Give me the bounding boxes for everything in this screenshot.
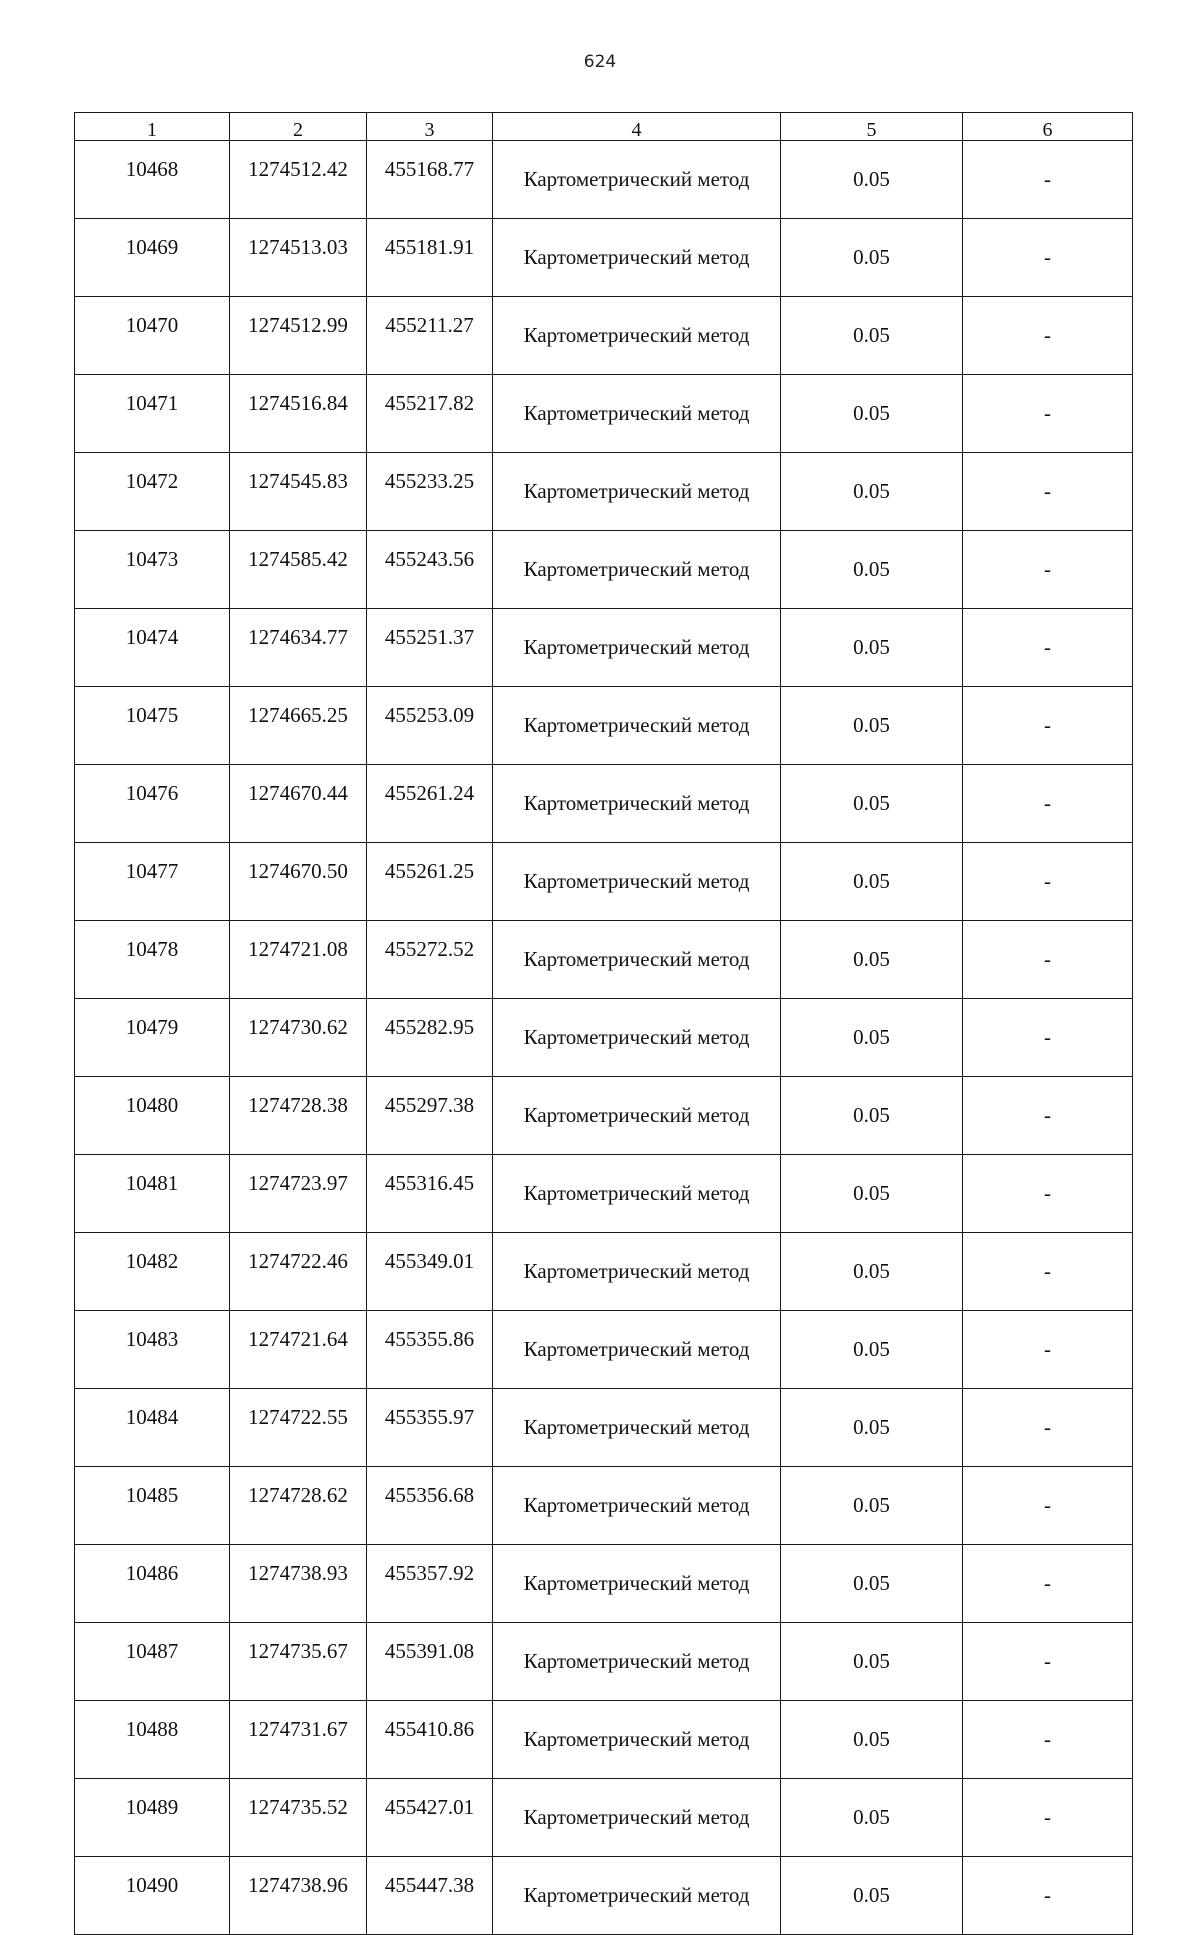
x-coordinate-cell: 1274728.38 (230, 1077, 367, 1155)
y-coordinate-cell: 455181.91 (367, 219, 493, 297)
point-number-cell: 10473 (75, 531, 230, 609)
table-body (75, 141, 1133, 1935)
note-cell: - (963, 843, 1133, 921)
x-coordinate-cell: 1274670.50 (230, 843, 367, 921)
y-coordinate-cell: 455282.95 (367, 999, 493, 1077)
y-coordinate-cell: 455355.86 (367, 1311, 493, 1389)
table-row (75, 141, 1133, 219)
y-coordinate-cell: 455217.82 (367, 375, 493, 453)
note-cell: - (963, 1701, 1133, 1779)
accuracy-cell: 0.05 (781, 1779, 963, 1857)
y-coordinate-cell: 455410.86 (367, 1701, 493, 1779)
point-number-cell: 10485 (75, 1467, 230, 1545)
method-cell: Картометрический метод (493, 1155, 781, 1233)
y-coordinate-cell: 455243.56 (367, 531, 493, 609)
accuracy-cell: 0.05 (781, 1155, 963, 1233)
x-coordinate-cell: 1274735.52 (230, 1779, 367, 1857)
point-number-cell: 10472 (75, 453, 230, 531)
accuracy-cell: 0.05 (781, 999, 963, 1077)
method-cell: Картометрический метод (493, 297, 781, 375)
method-cell: Картометрический метод (493, 1467, 781, 1545)
accuracy-cell: 0.05 (781, 1077, 963, 1155)
x-coordinate-cell: 1274722.55 (230, 1389, 367, 1467)
note-cell: - (963, 297, 1133, 375)
note-cell: - (963, 141, 1133, 219)
table-row (75, 531, 1133, 609)
point-number-cell: 10489 (75, 1779, 230, 1857)
page-number: 624 (583, 52, 617, 72)
note-cell: - (963, 1623, 1133, 1701)
point-number-cell: 10482 (75, 1233, 230, 1311)
method-cell: Картометрический метод (493, 1857, 781, 1935)
table-row (75, 1311, 1133, 1389)
x-coordinate-cell: 1274722.46 (230, 1233, 367, 1311)
method-cell: Картометрический метод (493, 843, 781, 921)
table-row (75, 297, 1133, 375)
point-number-cell: 10484 (75, 1389, 230, 1467)
y-coordinate-cell: 455261.25 (367, 843, 493, 921)
accuracy-cell: 0.05 (781, 765, 963, 843)
table-row (75, 1779, 1133, 1857)
method-cell: Картометрический метод (493, 1389, 781, 1467)
x-coordinate-cell: 1274512.99 (230, 297, 367, 375)
table-row (75, 1701, 1133, 1779)
x-coordinate-cell: 1274738.96 (230, 1857, 367, 1935)
table-row (75, 1155, 1133, 1233)
accuracy-cell: 0.05 (781, 219, 963, 297)
method-cell: Картометрический метод (493, 1233, 781, 1311)
point-number-cell: 10476 (75, 765, 230, 843)
accuracy-cell: 0.05 (781, 297, 963, 375)
accuracy-cell: 0.05 (781, 1311, 963, 1389)
point-number-cell: 10486 (75, 1545, 230, 1623)
y-coordinate-cell: 455297.38 (367, 1077, 493, 1155)
header-cell-2: 2 (230, 113, 367, 141)
accuracy-cell: 0.05 (781, 843, 963, 921)
y-coordinate-cell: 455168.77 (367, 141, 493, 219)
accuracy-cell: 0.05 (781, 921, 963, 999)
y-coordinate-cell: 455316.45 (367, 1155, 493, 1233)
x-coordinate-cell: 1274516.84 (230, 375, 367, 453)
note-cell: - (963, 219, 1133, 297)
table-row (75, 765, 1133, 843)
method-cell: Картометрический метод (493, 1311, 781, 1389)
point-number-cell: 10468 (75, 141, 230, 219)
x-coordinate-cell: 1274634.77 (230, 609, 367, 687)
point-number-cell: 10483 (75, 1311, 230, 1389)
header-cell-4: 4 (493, 113, 781, 141)
header-row (75, 113, 1133, 141)
method-cell: Картометрический метод (493, 219, 781, 297)
table-row (75, 375, 1133, 453)
table-row (75, 1233, 1133, 1311)
method-cell: Картометрический метод (493, 999, 781, 1077)
accuracy-cell: 0.05 (781, 141, 963, 219)
note-cell: - (963, 1155, 1133, 1233)
accuracy-cell: 0.05 (781, 609, 963, 687)
x-coordinate-cell: 1274738.93 (230, 1545, 367, 1623)
point-number-cell: 10471 (75, 375, 230, 453)
accuracy-cell: 0.05 (781, 1467, 963, 1545)
point-number-cell: 10477 (75, 843, 230, 921)
point-number-cell: 10479 (75, 999, 230, 1077)
table-row (75, 1857, 1133, 1935)
note-cell: - (963, 1779, 1133, 1857)
x-coordinate-cell: 1274512.42 (230, 141, 367, 219)
x-coordinate-cell: 1274721.08 (230, 921, 367, 999)
point-number-cell: 10488 (75, 1701, 230, 1779)
x-coordinate-cell: 1274730.62 (230, 999, 367, 1077)
point-number-cell: 10487 (75, 1623, 230, 1701)
note-cell: - (963, 765, 1133, 843)
y-coordinate-cell: 455447.38 (367, 1857, 493, 1935)
note-cell: - (963, 1467, 1133, 1545)
accuracy-cell: 0.05 (781, 1545, 963, 1623)
x-coordinate-cell: 1274735.67 (230, 1623, 367, 1701)
point-number-cell: 10474 (75, 609, 230, 687)
point-number-cell: 10478 (75, 921, 230, 999)
point-number-cell: 10490 (75, 1857, 230, 1935)
note-cell: - (963, 1077, 1133, 1155)
note-cell: - (963, 1389, 1133, 1467)
note-cell: - (963, 921, 1133, 999)
note-cell: - (963, 375, 1133, 453)
note-cell: - (963, 609, 1133, 687)
x-coordinate-cell: 1274665.25 (230, 687, 367, 765)
note-cell: - (963, 1545, 1133, 1623)
x-coordinate-cell: 1274731.67 (230, 1701, 367, 1779)
table-row (75, 921, 1133, 999)
y-coordinate-cell: 455272.52 (367, 921, 493, 999)
accuracy-cell: 0.05 (781, 375, 963, 453)
table-row (75, 219, 1133, 297)
x-coordinate-cell: 1274670.44 (230, 765, 367, 843)
accuracy-cell: 0.05 (781, 687, 963, 765)
table-row (75, 999, 1133, 1077)
y-coordinate-cell: 455355.97 (367, 1389, 493, 1467)
table-row (75, 1467, 1133, 1545)
y-coordinate-cell: 455233.25 (367, 453, 493, 531)
note-cell: - (963, 687, 1133, 765)
method-cell: Картометрический метод (493, 921, 781, 999)
method-cell: Картометрический метод (493, 531, 781, 609)
y-coordinate-cell: 455349.01 (367, 1233, 493, 1311)
accuracy-cell: 0.05 (781, 1623, 963, 1701)
accuracy-cell: 0.05 (781, 1233, 963, 1311)
method-cell: Картометрический метод (493, 609, 781, 687)
method-cell: Картометрический метод (493, 765, 781, 843)
point-number-cell: 10469 (75, 219, 230, 297)
accuracy-cell: 0.05 (781, 1389, 963, 1467)
method-cell: Картометрический метод (493, 375, 781, 453)
x-coordinate-cell: 1274728.62 (230, 1467, 367, 1545)
header-cell-6: 6 (963, 113, 1133, 141)
y-coordinate-cell: 455253.09 (367, 687, 493, 765)
accuracy-cell: 0.05 (781, 1701, 963, 1779)
accuracy-cell: 0.05 (781, 1857, 963, 1935)
y-coordinate-cell: 455427.01 (367, 1779, 493, 1857)
point-number-cell: 10481 (75, 1155, 230, 1233)
y-coordinate-cell: 455391.08 (367, 1623, 493, 1701)
header-cell-5: 5 (781, 113, 963, 141)
y-coordinate-cell: 455251.37 (367, 609, 493, 687)
method-cell: Картометрический метод (493, 1779, 781, 1857)
table-row (75, 609, 1133, 687)
method-cell: Картометрический метод (493, 1545, 781, 1623)
table-row (75, 453, 1133, 531)
point-number-cell: 10480 (75, 1077, 230, 1155)
table-row (75, 687, 1133, 765)
table-row (75, 1389, 1133, 1467)
method-cell: Картометрический метод (493, 1701, 781, 1779)
point-number-cell: 10470 (75, 297, 230, 375)
point-number-cell: 10475 (75, 687, 230, 765)
table-row (75, 1077, 1133, 1155)
y-coordinate-cell: 455356.68 (367, 1467, 493, 1545)
coordinates-table (74, 112, 1133, 1935)
x-coordinate-cell: 1274545.83 (230, 453, 367, 531)
header-cell-1: 1 (75, 113, 230, 141)
method-cell: Картометрический метод (493, 1077, 781, 1155)
note-cell: - (963, 999, 1133, 1077)
header-cell-3: 3 (367, 113, 493, 141)
method-cell: Картометрический метод (493, 1623, 781, 1701)
table-row (75, 1623, 1133, 1701)
note-cell: - (963, 1311, 1133, 1389)
note-cell: - (963, 1857, 1133, 1935)
method-cell: Картометрический метод (493, 687, 781, 765)
y-coordinate-cell: 455357.92 (367, 1545, 493, 1623)
note-cell: - (963, 531, 1133, 609)
y-coordinate-cell: 455211.27 (367, 297, 493, 375)
method-cell: Картометрический метод (493, 141, 781, 219)
table-row (75, 1545, 1133, 1623)
accuracy-cell: 0.05 (781, 531, 963, 609)
x-coordinate-cell: 1274585.42 (230, 531, 367, 609)
note-cell: - (963, 1233, 1133, 1311)
method-cell: Картометрический метод (493, 453, 781, 531)
x-coordinate-cell: 1274721.64 (230, 1311, 367, 1389)
accuracy-cell: 0.05 (781, 453, 963, 531)
y-coordinate-cell: 455261.24 (367, 765, 493, 843)
x-coordinate-cell: 1274513.03 (230, 219, 367, 297)
x-coordinate-cell: 1274723.97 (230, 1155, 367, 1233)
note-cell: - (963, 453, 1133, 531)
table-row (75, 843, 1133, 921)
